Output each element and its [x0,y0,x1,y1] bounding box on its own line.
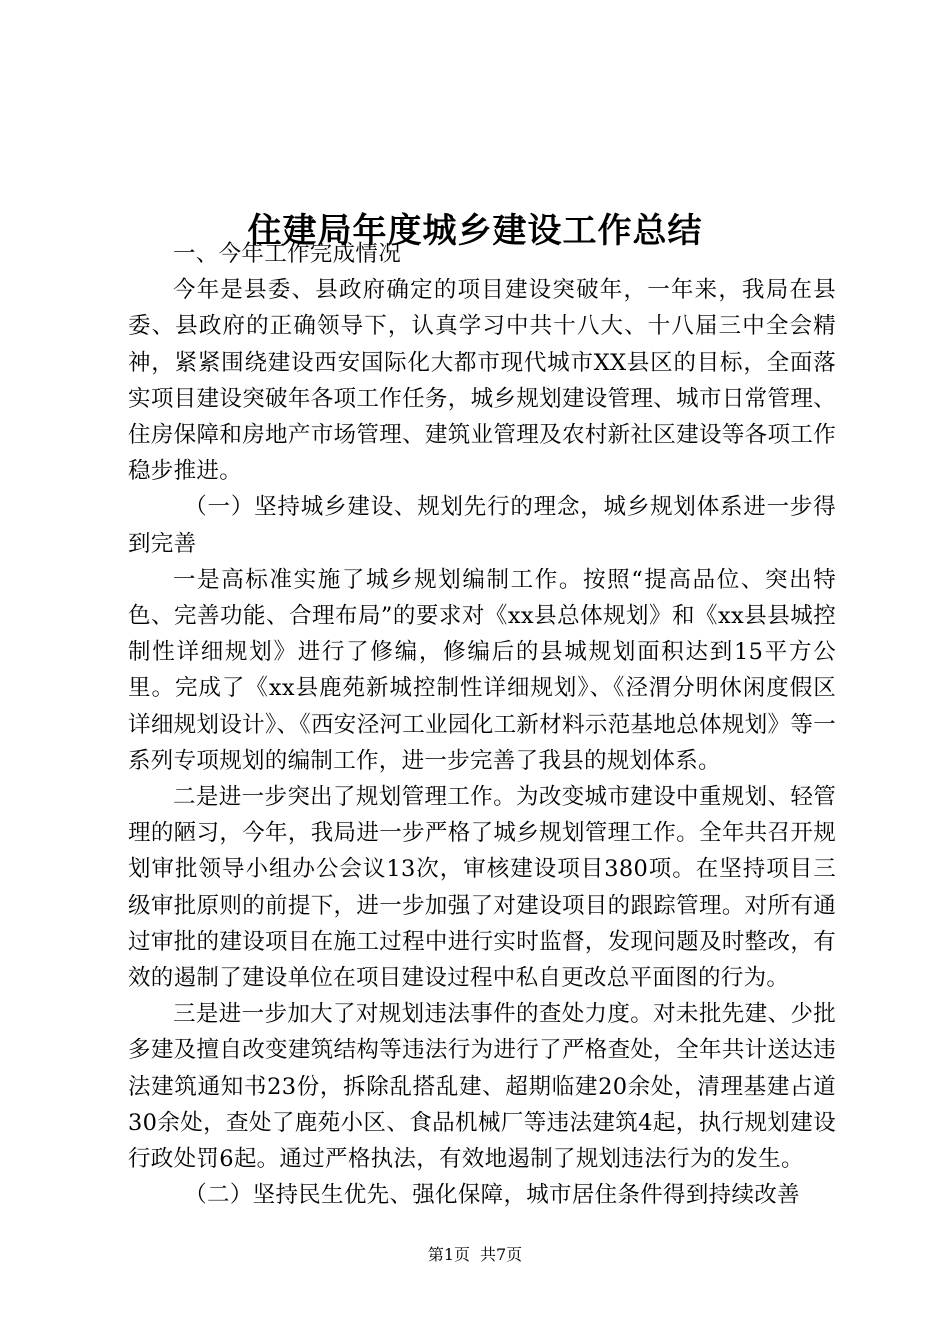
subsection-heading-2: （二）坚持民生优先、强化保障，城市居住条件得到持续改善 [184,1182,800,1209]
paragraph-violation-enforcement: 三是进一步加大了对规划违法事件的查处力度。对未批先建、少批多建及擅自改变建筑结构等违法行为进行了严格查处，全年共计送达违法建筑通知书23份，拆除乱搭乱建、超期临建20余处，清理基建占道30余处，查处了鹿苑小区、食品机械厂等违法建筑4起，执行规划建设行政处罚6起。通过严格执法，有效地遏制了规划违法行为的发生。 [128,1001,836,1173]
document-title: 住建局年度城乡建设工作总结 [247,210,703,251]
page-footer [0,1243,950,1267]
subsection-heading-1: （一）坚持城乡建设、规划先行的理念，城乡规划体系进一步得到完善 [128,494,836,557]
paragraph-planning-management: 二是进一步突出了规划管理工作。为改变城市建设中重规划、轻管理的陋习，今年，我局进一步严格了城乡规划管理工作。全年共召开规划审批领导小组办公会议13次，审核建设项目380项。在坚持项目三级审批原则的前提下，进一步加强了对建设项目的跟踪管理。对所有通过审批的建设项目在施工过程中进行实时监督，发现问题及时整改，有效的遏制了建设单位在项目建设过程中私自更改总平面图的行为。 [128,784,836,992]
section-heading-1: 一、今年工作完成情况 [173,241,402,267]
paragraph-planning-compilation: 一是高标准实施了城乡规划编制工作。按照“提高品位、突出特色、完善功能、合理布局”的要求对《xx县总体规划》和《xx县县城控制性详细规划》进行了修编，修编后的县城规划面积达到15平方公里。完成了《xx县鹿苑新城控制性详细规划》、《泾渭分明休闲度假区详细规划设计》、《西安泾河工业园化工新材料示范基地总体规划》等一系列专项规划的编制工作，进一步完善了我县的规划体系。 [128,566,836,774]
document-body [128,236,836,1213]
paragraph-intro: 今年是县委、县政府确定的项目建设突破年，一年来，我局在县委、县政府的正确领导下，认真学习中共十八大、十八届三中全会精神，紧紧围绕建设西安国际化大都市现代城市XX县区的目标，全面落实项目建设突破年各项工作任务，城乡规划建设管理、城市日常管理、住房保障和房地产市场管理、建筑业管理及农村新社区建设等各项工作稳步推进。 [128,277,836,485]
page-number: 第1页 [427,1245,470,1264]
page-total: 共7页 [480,1245,523,1264]
